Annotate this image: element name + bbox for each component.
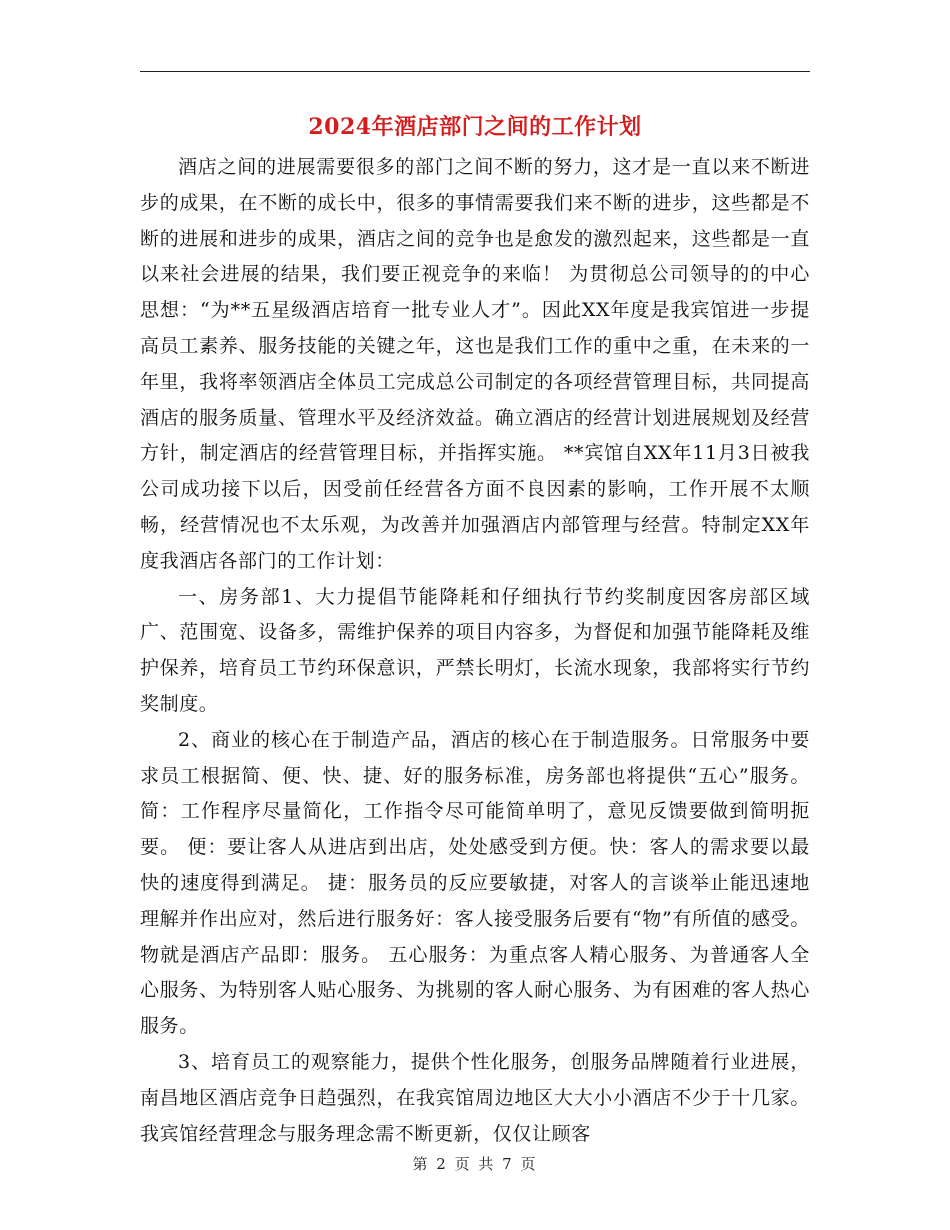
paragraph-intro: 酒店之间的进展需要很多的部门之间不断的努力，这才是一直以来不断进步的成果，在不断的成长中，很多的事情需要我们来不断的进步，这些都是不断的进展和进步的成果，酒店之间的竞争也是愈发的激烈起来，这些都是一直以来社会进展的结果，我们要正视竞争的来临！ 为贯彻总公司领导的的中心思想：“为**五星级酒店培育一批专业人才”。因此XX年度是我宾馆进一步提高员工素养、服务技能的关键之年，这也是我们工作的重中之重，在未来的一年里，我将率领酒店全体员工完成总公司制定的各项经营管理目标，共同提高酒店的服务质量、管理水平及经济效益。确立酒店的经营计划进展规划及经营方针，制定酒店的经营管理目标，并指挥实施。 **宾馆自XX年11月3日被我公司成功接下以后，因受前任经营各方面不良因素的影响，工作开展不太顺畅，经营情况也不太乐观，为改善并加强酒店内部管理与经营。特制定XX年度我酒店各部门的工作计划： [140, 156, 810, 572]
page-number: 第 2 页 共 7 页 [412, 1155, 538, 1173]
paragraph-section-3: 3、培育员工的观察能力，提供个性化服务，创服务品牌随着行业进展，南昌地区酒店竞争日趋强烈，在我宾馆周边地区大大小小酒店不少于十几家。我宾馆经营理念与服务理念需不断更新，仅仅让顾客 [140, 1050, 810, 1145]
document-title: 2024年酒店部门之间的工作计划 [308, 114, 642, 140]
paragraph-section-1: 一、房务部1、大力提倡节能降耗和仔细执行节约奖制度因客房部区域广、范围宽、设备多，需维护保养的项目内容多，为督促和加强节能降耗及维护保养，培育员工节约环保意识，严禁长明灯，长流水现象，我部将实行节约奖制度。 [140, 585, 810, 715]
header-rule [140, 71, 810, 72]
paragraph-section-2: 2、商业的核心在于制造产品，酒店的核心在于制造服务。日常服务中要求员工根据简、便、快、捷、好的服务标准，房务部也将提供“五心”服务。简：工作程序尽量简化，工作指令尽可能简单明了，意见反馈要做到简明扼要。 便：要让客人从进店到出店，处处感受到方便。快：客人的需求要以最快的速度得到满足。 捷：服务员的反应要敏捷，对客人的言谈举止能迅速地理解并作出应对，然后进行服务好：客人接受服务后要有“物”有所值的感受。物就是酒店产品即：服务。 五心服务：为重点客人精心服务、为普通客人全心服务、为特别客人贴心服务、为挑剔的客人耐心服务、为有困难的客人热心服务。 [140, 728, 810, 1038]
document-body [140, 150, 810, 1152]
